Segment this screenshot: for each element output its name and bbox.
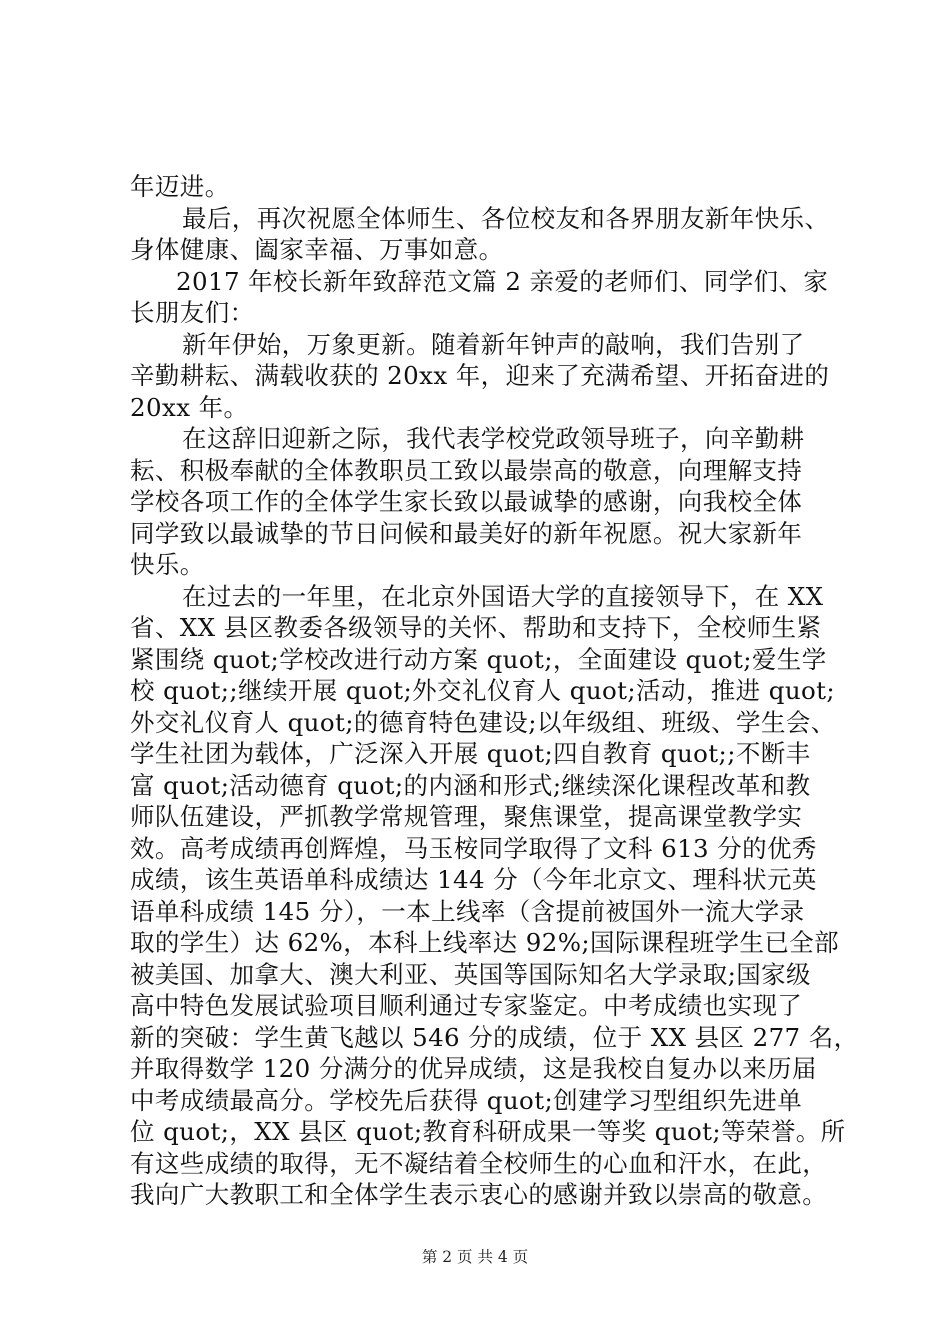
text-line: 学生社团为载体，广泛深入开展 quot;四自教育 quot;;不断丰 <box>130 739 811 768</box>
text-line: 长朋友们： <box>130 298 255 327</box>
text-line: 省、XX 县区教委各级领导的关怀、帮助和支持下，全校师生紧 <box>130 613 822 642</box>
text-line: 辛勤耕耘、满载收获的 20xx 年，迎来了充满希望、开拓奋进的 <box>130 361 830 390</box>
text-line: 效。高考成绩再创辉煌，马玉桉同学取得了文科 613 分的优秀 <box>130 833 817 863</box>
text-line: 富 quot;活动德育 quot;的内涵和形式;继续深化课程改革和教 <box>130 770 811 800</box>
text-line: 身体健康、阖家幸福、万事如意。 <box>130 235 504 264</box>
text-line: 快乐。 <box>130 550 205 579</box>
text-line: 同学致以最诚挚的节日问候和最美好的新年祝愿。祝大家新年 <box>130 518 803 548</box>
text-line: 新的突破：学生黄飞越以 546 分的成绩，位于 XX 县区 277 名， <box>130 1022 859 1052</box>
text-line: 高中特色发展试验项目顺利通过专家鉴定。中考成绩也实现了 <box>130 991 803 1020</box>
text-line: 年迈进。 <box>130 172 230 201</box>
body-text <box>130 171 859 1211</box>
text-line: 中考成绩最高分。学校先后获得 quot;创建学习型组织先进单 <box>130 1085 803 1115</box>
text-line: 紧围绕 quot;学校改进行动方案 quot;，全面建设 quot;爱生学 <box>130 644 827 674</box>
text-line: 2017 年校长新年致辞范文篇 2 亲爱的老师们、同学们、家 <box>176 266 829 296</box>
text-line: 最后，再次祝愿全体师生、各位校友和各界朋友新年快乐、 <box>182 203 830 233</box>
page-footer: 第 2 页 共 4 页 <box>421 1248 529 1266</box>
text-line: 耘、积极奉献的全体教职员工致以最崇高的敬意，向理解支持 <box>130 455 803 485</box>
text-line: 被美国、加拿大、澳大利亚、英国等国际知名大学录取;国家级 <box>130 959 811 989</box>
text-line: 我向广大教职工和全体学生表示衷心的感谢并致以崇高的敬意。 <box>130 1180 828 1209</box>
text-line: 20xx 年。 <box>130 392 249 422</box>
text-line: 师队伍建设，严抓教学常规管理，聚焦课堂，提高课堂教学实 <box>130 802 803 831</box>
text-line: 在这辞旧迎新之际，我代表学校党政领导班子，向辛勤耕 <box>182 424 805 453</box>
text-line: 校 quot;;继续开展 quot;外交礼仪育人 quot;活动，推进 quot; <box>130 676 836 705</box>
text-line: 位 quot;，XX 县区 quot;教育科研成果一等奖 quot;等荣誉。所 <box>130 1117 846 1146</box>
text-line: 语单科成绩 145 分），一本上线率（含提前被国外一流大学录 <box>130 896 805 926</box>
text-line: 成绩，该生英语单科成绩达 144 分（今年北京文、理科状元英 <box>130 865 817 894</box>
text-line: 并取得数学 120 分满分的优异成绩，这是我校自复办以来历届 <box>130 1054 817 1083</box>
text-line: 有这些成绩的取得，无不凝结着全校师生的心血和汗水，在此， <box>130 1148 828 1178</box>
text-line: 新年伊始，万象更新。随着新年钟声的敲响，我们告别了 <box>182 329 805 359</box>
text-line: 学校各项工作的全体学生家长致以最诚挚的感谢，向我校全体 <box>130 487 803 516</box>
text-line: 外交礼仪育人 quot;的德育特色建设;以年级组、班级、学生会、 <box>130 707 836 737</box>
text-line: 在过去的一年里，在北京外国语大学的直接领导下，在 XX <box>182 581 824 611</box>
text-line: 取的学生）达 62%，本科上线率达 92%;国际课程班学生已全部 <box>130 928 840 957</box>
